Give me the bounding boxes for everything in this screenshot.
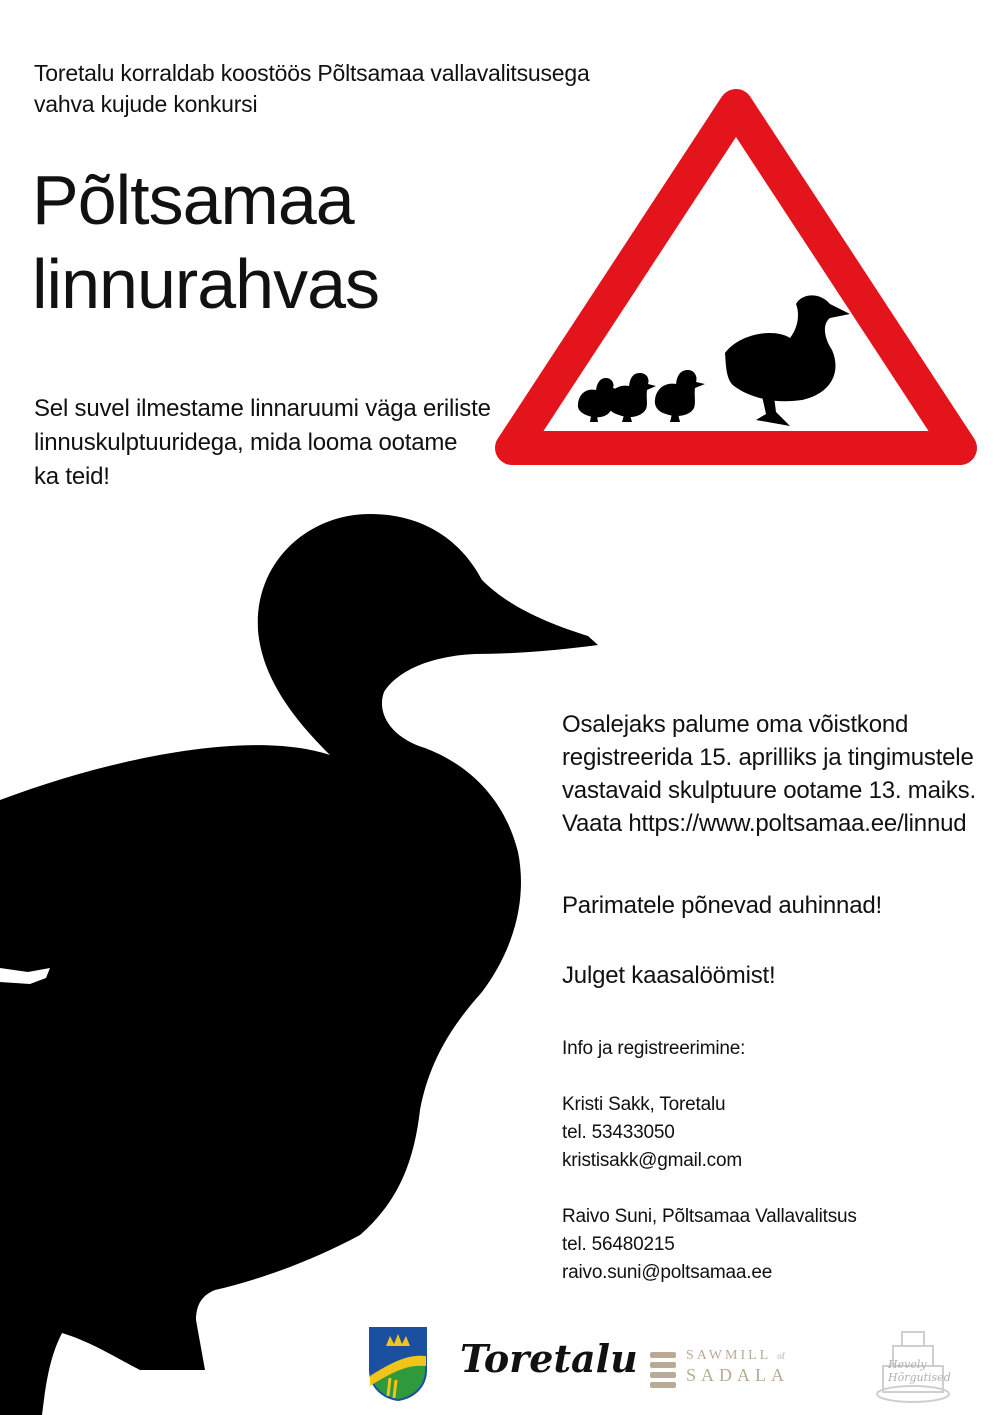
hevely-logo-text [888, 1358, 951, 1384]
sawmill-bottom-text: SADALA [686, 1365, 790, 1385]
sawmill-of-sadala-logo [686, 1348, 789, 1386]
contact-2-phone: tel. 56480215 [562, 1234, 675, 1255]
duck-silhouette-icon [0, 500, 620, 1415]
intro-line-2: vahva kujude konkursi [34, 91, 258, 117]
sign-triangle [512, 106, 960, 448]
page-title [32, 158, 379, 326]
contact-2-email[interactable]: raivo.suni@poltsamaa.ee [562, 1262, 773, 1283]
details-line-1: Osalejaks palume oma võistkond [562, 711, 909, 738]
contact-heading: Info ja registreerimine: [562, 1038, 746, 1059]
title-line-2: linnurahvas [32, 245, 379, 323]
lede-line-2: linnuskulptuuridega, mida looma ootame [34, 429, 458, 456]
contact-1-email[interactable]: kristisakk@gmail.com [562, 1150, 742, 1171]
registration-details [562, 708, 992, 840]
hevely-line-1: Hevely [888, 1358, 927, 1371]
details-link-line[interactable]: Vaata https://www.poltsamaa.ee/linnud [562, 810, 967, 837]
title-line-1: Põltsamaa [32, 161, 354, 239]
sponsor-logos [368, 1322, 968, 1407]
cheer-text: Julget kaasalöömist! [562, 962, 776, 989]
contact-1-phone: tel. 53433050 [562, 1122, 675, 1143]
hevely-line-2: Hõrgutised [888, 1371, 951, 1384]
lede-line-1: Sel suvel ilmestame linnaruumi väga eriliste [34, 395, 491, 422]
sawmill-top-text: SAWMILL [686, 1348, 771, 1363]
duck-family-warning-sign-icon [490, 88, 982, 488]
lede-line-3: ka teid! [34, 463, 110, 490]
intro-line-1: Toretalu korraldab koostöös Põltsamaa vallavalitsusega [34, 60, 590, 86]
prizes-text: Parimatele põnevad auhinnad! [562, 892, 882, 919]
contact-info [562, 1035, 857, 1287]
sawmill-of-text: of [777, 1351, 785, 1361]
lede-text [34, 392, 491, 494]
poltsamaa-coat-of-arms-icon [368, 1326, 428, 1402]
toretalu-logo: Toretalu [460, 1336, 638, 1381]
contact-2-name: Raivo Suni, Põltsamaa Vallavalitsus [562, 1206, 857, 1227]
sawmill-stack-icon [650, 1350, 676, 1390]
details-line-2: registreerida 15. aprilliks ja tingimustele [562, 744, 974, 771]
details-line-3: vastavaid skulptuure ootame 13. maiks. [562, 777, 976, 804]
contact-1-name: Kristi Sakk, Toretalu [562, 1094, 726, 1115]
